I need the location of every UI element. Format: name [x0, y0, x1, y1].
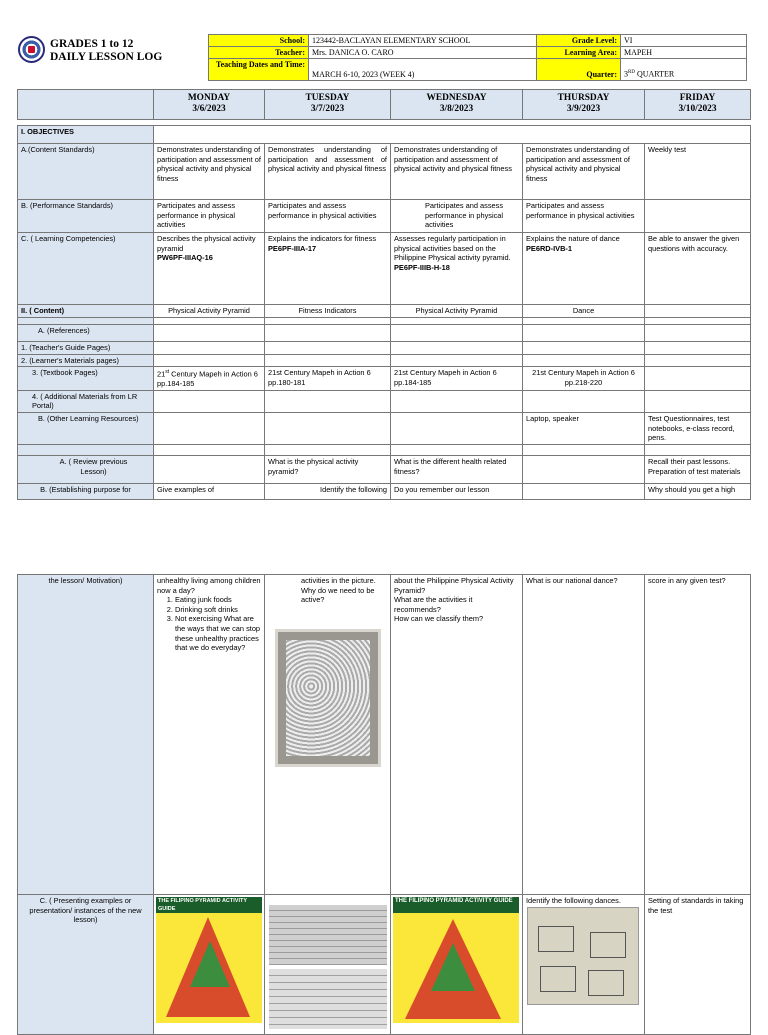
presenting-label: C. ( Presenting examples or presentation/ instances of the new lesson): [18, 895, 154, 1035]
performance-standards-tuesday: Participates and assess performance in physical activities: [265, 200, 391, 233]
dances-worksheet-image: [527, 907, 639, 1005]
performance-standards-wednesday: Participates and assess performance in physical activities: [391, 200, 523, 233]
activities-collage-image: [275, 629, 381, 767]
other-resources-thursday: Laptop, speaker: [523, 413, 645, 445]
content-monday: Physical Activity Pyramid: [154, 305, 265, 318]
competencies-tuesday: Explains the indicators for fitness PE6PF-IIIA-17: [265, 233, 391, 305]
day-header-blank: [18, 90, 154, 120]
performance-standards-friday: [645, 200, 751, 233]
presenting-tuesday: [265, 895, 391, 1035]
dates-value: MARCH 6-10, 2023 (WEEK 4): [309, 59, 537, 81]
objectives-heading: I. OBJECTIVES: [18, 126, 154, 144]
day-header-wednesday: WEDNESDAY 3/8/2023: [391, 90, 523, 120]
teacher-value: Mrs. DANICA O. CARO: [309, 47, 537, 59]
school-label: School:: [209, 35, 309, 47]
content-label: II. ( Content): [18, 305, 154, 318]
presenting-friday: Setting of standards in taking the test: [645, 895, 751, 1035]
dates-label: Teaching Dates and Time:: [209, 59, 309, 81]
references-label: A. (References): [18, 325, 154, 342]
lesson-plan-table-continued: [17, 574, 751, 1035]
competencies-monday: Describes the physical activity pyramid PW6PF-IIIAQ-16: [154, 233, 265, 305]
motivation-monday: unhealthy living among children now a day? 1. Eating junk foods 2. Drinking soft drinks 3. Not exercising What are the ways that we can stop these unhealthy practices that we do everyday?: [154, 575, 265, 895]
motivation-friday: score in any given test?: [645, 575, 751, 895]
pyramid-activity-guide-image-2: THE FILIPINO PYRAMID ACTIVITY GUIDE: [393, 897, 519, 1023]
content-friday: [645, 305, 751, 318]
content-thursday: Dance: [523, 305, 645, 318]
performance-standards-monday: Participates and assess performance in physical activities: [154, 200, 265, 233]
performance-standards-thursday: Participates and assess performance in physical activities: [523, 200, 645, 233]
day-header-friday: FRIDAY 3/10/2023: [645, 90, 751, 120]
content-standards-tuesday: Demonstrates understanding of participation and assessment of physical activity and physical fitness: [265, 144, 391, 200]
other-resources-label: B. (Other Learning Resources): [18, 413, 154, 445]
area-value: MAPEH: [621, 47, 747, 59]
lesson-plan-table: [17, 125, 751, 500]
area-label: Learning Area:: [537, 47, 621, 59]
day-header-thursday: THURSDAY 3/9/2023: [523, 90, 645, 120]
teachers-guide-label: 1. (Teacher's Guide Pages): [18, 342, 154, 355]
presenting-wednesday: [391, 895, 523, 1035]
fitness-table-image-2: [269, 969, 387, 1029]
competencies-friday: Be able to answer the given questions with accuracy.: [645, 233, 751, 305]
header-info-table: [208, 34, 747, 81]
additional-materials-label: 4. ( Additional Materials from LR Portal): [18, 390, 154, 412]
review-label: A. ( Review previous Lesson): [18, 456, 154, 484]
grade-value: VI: [621, 35, 747, 47]
motivation-label: the lesson/ Motivation): [18, 575, 154, 895]
purpose-tuesday: Identify the following: [265, 484, 391, 500]
content-standards-monday: Demonstrates understanding of participation and assessment of physical activity and physical fitness: [154, 144, 265, 200]
motivation-thursday: What is our national dance?: [523, 575, 645, 895]
review-tuesday: What is the physical activity pyramid?: [265, 456, 391, 484]
content-wednesday: Physical Activity Pyramid: [391, 305, 523, 318]
presenting-monday: [154, 895, 265, 1035]
textbook-friday: [645, 367, 751, 391]
review-friday: Recall their past lessons. Preparation of test materials: [645, 456, 751, 484]
purpose-friday: Why should you get a high: [645, 484, 751, 500]
presenting-thursday: Identify the following dances.: [523, 895, 645, 1035]
school-value: 123442-BACLAYAN ELEMENTARY SCHOOL: [309, 35, 537, 47]
motivation-tuesday: activities in the picture. Why do we need to be active?: [265, 575, 391, 895]
fitness-table-image-1: [269, 905, 387, 965]
document-title: GRADES 1 to 12 DAILY LESSON LOG: [50, 38, 163, 63]
competencies-thursday: Explains the nature of dance PE6RD-IVB-1: [523, 233, 645, 305]
unhealthy-practices-list: 1. Eating junk foods 2. Drinking soft drinks 3. Not exercising What are the ways that we can stop these unhealthy practices that we do everyday?: [157, 595, 261, 653]
learners-materials-label: 2. (Learner's Materials pages): [18, 354, 154, 367]
textbook-thursday: 21st Century Mapeh in Action 6 pp.218-220: [523, 367, 645, 391]
day-header-tuesday: TUESDAY 3/7/2023: [265, 90, 391, 120]
textbook-monday: 21st Century Mapeh in Action 6 pp.184-185: [154, 367, 265, 391]
purpose-label: B. (Establishing purpose for: [18, 484, 154, 500]
quarter-value: 3RD QUARTER: [621, 59, 747, 81]
content-standards-label: A.(Content Standards): [18, 144, 154, 200]
other-resources-friday: Test Questionnaires, test notebooks, e-class record, pens.: [645, 413, 751, 445]
textbook-label: 3. (Textbook Pages): [18, 367, 154, 391]
competencies-wednesday: Assesses regularly participation in physical activities based on the Philippine Physical activity pyramid. PE6PF-IIIB-H-18: [391, 233, 523, 305]
purpose-wednesday: Do you remember our lesson: [391, 484, 523, 500]
performance-standards-label: B. (Performance Standards): [18, 200, 154, 233]
content-standards-thursday: Demonstrates understanding of participation and assessment of physical activity and physical fitness: [523, 144, 645, 200]
day-header-monday: MONDAY 3/6/2023: [154, 90, 265, 120]
grade-label: Grade Level:: [537, 35, 621, 47]
pyramid-activity-guide-image: THE FILIPINO PYRAMID ACTIVITY GUIDE: [156, 897, 262, 1023]
day-header-table: [17, 89, 751, 120]
motivation-wednesday: about the Philippine Physical Activity Pyramid? What are the activities it recommends? How can we classify them?: [391, 575, 523, 895]
deped-seal-logo: [18, 36, 45, 63]
competencies-label: C. ( Learning Competencies): [18, 233, 154, 305]
content-standards-wednesday: Demonstrates understanding of participation and assessment of physical activity and physical fitness: [391, 144, 523, 200]
content-tuesday: Fitness Indicators: [265, 305, 391, 318]
textbook-wednesday: 21st Century Mapeh in Action 6 pp.184-185: [391, 367, 523, 391]
textbook-tuesday: 21st Century Mapeh in Action 6 pp.180-181: [265, 367, 391, 391]
teacher-label: Teacher:: [209, 47, 309, 59]
quarter-label: Quarter:: [537, 59, 621, 81]
purpose-monday: Give examples of: [154, 484, 265, 500]
review-wednesday: What is the different health related fitness?: [391, 456, 523, 484]
content-standards-friday: Weekly test: [645, 144, 751, 200]
